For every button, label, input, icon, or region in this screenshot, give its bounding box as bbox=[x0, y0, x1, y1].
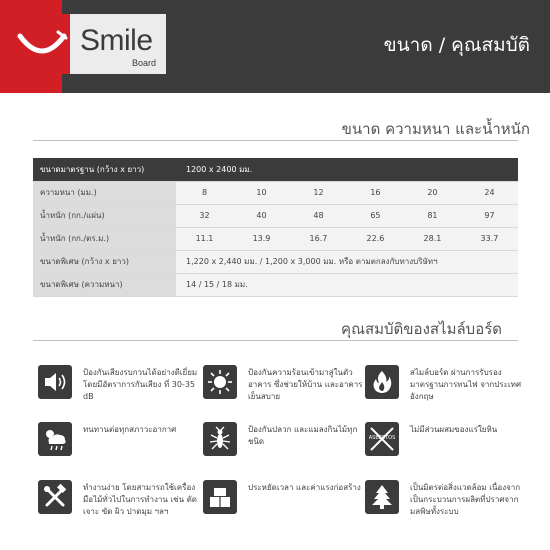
table-cell: 12 bbox=[290, 181, 347, 204]
table-cell: 16 bbox=[347, 181, 404, 204]
table-cell: 28.1 bbox=[404, 227, 461, 250]
table-cell: 24 bbox=[461, 181, 518, 204]
logo-subtext: Board bbox=[132, 58, 157, 68]
feature-termite-protection bbox=[203, 422, 363, 472]
special-thickness-value: 14 / 15 / 18 มม. bbox=[176, 273, 518, 296]
table-cell: 97 bbox=[461, 204, 518, 227]
page-title: ขนาด / คุณสมบัติ bbox=[383, 34, 530, 56]
feature-text: ทำงานง่าย โดยสามารถใช้เครื่องมือไม้ทั่วไปในการทำงาน เช่น ตัด เจาะ ขัด ผิว ปาดมุม ฯลฯ bbox=[83, 483, 197, 516]
logo-text: Smile bbox=[80, 24, 153, 57]
feature-text: ไม่มีส่วนผสมของแร่ใยหิน bbox=[410, 425, 498, 434]
table-cell: 32 bbox=[176, 204, 233, 227]
size-section-title: ขนาด ความหนา และน้ำหนัก bbox=[341, 120, 530, 138]
table-row bbox=[33, 273, 518, 296]
sun-icon bbox=[203, 365, 237, 399]
feature-fire-resistance bbox=[365, 365, 525, 415]
weight-sqm-label: น้ำหนัก (กก./ตร.ม.) bbox=[33, 227, 176, 250]
feature-time-saving bbox=[203, 480, 363, 530]
standard-size-label: ขนาดมาตรฐาน (กว้าง x ยาว) bbox=[33, 158, 176, 181]
special-size-label: ขนาดพิเศษ (กว้าง x ยาว) bbox=[33, 250, 176, 273]
page-header bbox=[0, 0, 550, 93]
table-cell: 16.7 bbox=[290, 227, 347, 250]
table-row bbox=[33, 227, 518, 250]
special-size-value: 1,220 x 2,440 มม. / 1,200 x 3,000 มม. หรือ ตามตกลงกับทางบริษัทฯ bbox=[176, 250, 518, 273]
table-cell: 22.6 bbox=[347, 227, 404, 250]
table-row bbox=[33, 181, 518, 204]
speaker-icon bbox=[38, 365, 72, 399]
thickness-label: ความหนา (มม.) bbox=[33, 181, 176, 204]
properties-section-title: คุณสมบัติของสไมล์บอร์ด bbox=[341, 320, 502, 338]
feature-eco-friendly bbox=[365, 480, 525, 530]
table-row bbox=[33, 158, 518, 181]
tools-icon bbox=[38, 480, 72, 514]
feature-text: ป้องกันเสียงรบกวนได้อย่างดีเยี่ยม โดยมีอัตราการกันเสียง ที่ 30-35 dB bbox=[83, 368, 198, 401]
weather-icon bbox=[38, 422, 72, 456]
feature-text: ทนทานต่อทุกสภาวะอากาศ bbox=[83, 425, 177, 434]
asbestos-icon bbox=[365, 422, 399, 456]
feature-asbestos-free bbox=[365, 422, 525, 472]
table-cell: 10 bbox=[233, 181, 290, 204]
properties-section-divider bbox=[33, 340, 518, 341]
table-cell: 33.7 bbox=[461, 227, 518, 250]
smile-icon bbox=[14, 14, 70, 74]
table-cell: 81 bbox=[404, 204, 461, 227]
special-thickness-label: ขนาดพิเศษ (ความหนา) bbox=[33, 273, 176, 296]
feature-text: ป้องกันปลวก และแมลงกินไม้ทุกชนิด bbox=[248, 425, 358, 446]
table-cell: 40 bbox=[233, 204, 290, 227]
table-cell: 48 bbox=[290, 204, 347, 227]
asbestos-label: ASBESTOS bbox=[368, 435, 396, 441]
table-cell: 20 bbox=[404, 181, 461, 204]
feature-text: ป้องกันความร้อนเข้ามาสู่ในตัวอาคาร ซึ่งช่วยให้บ้าน และอาคารเย็นสบาย bbox=[248, 368, 363, 401]
feature-text: สไมล์บอร์ด ผ่านการรับรองมาตรฐานการทนไฟ จากประเทศอังกฤษ bbox=[410, 368, 522, 401]
smile-board-logo bbox=[14, 14, 166, 74]
tree-icon bbox=[365, 480, 399, 514]
specifications-table bbox=[33, 158, 518, 297]
standard-size-value: 1200 x 2400 มม. bbox=[176, 158, 518, 181]
feature-easy-workability bbox=[38, 480, 198, 530]
table-row bbox=[33, 250, 518, 273]
table-cell: 65 bbox=[347, 204, 404, 227]
weight-sheet-label: น้ำหนัก (กก./แผ่น) bbox=[33, 204, 176, 227]
termite-icon bbox=[203, 422, 237, 456]
feature-text: เป็นมิตรต่อสิ่งแวดล้อม เนื่องจากเป็นกระบวนการผลิตที่ปราศจากมลพิษทั้งระบบ bbox=[410, 483, 521, 516]
table-cell: 13.9 bbox=[233, 227, 290, 250]
installation-icon bbox=[203, 480, 237, 514]
size-section-divider bbox=[33, 140, 518, 141]
logo-smile-mark bbox=[14, 14, 70, 74]
table-cell: 8 bbox=[176, 181, 233, 204]
table-row bbox=[33, 204, 518, 227]
table-cell: 11.1 bbox=[176, 227, 233, 250]
feature-heat-protection bbox=[203, 365, 363, 415]
fire-icon bbox=[365, 365, 399, 399]
feature-sound-insulation bbox=[38, 365, 198, 415]
feature-text: ประหยัดเวลา และค่าแรงก่อสร้าง bbox=[248, 483, 361, 492]
feature-weather-resistance bbox=[38, 422, 198, 472]
